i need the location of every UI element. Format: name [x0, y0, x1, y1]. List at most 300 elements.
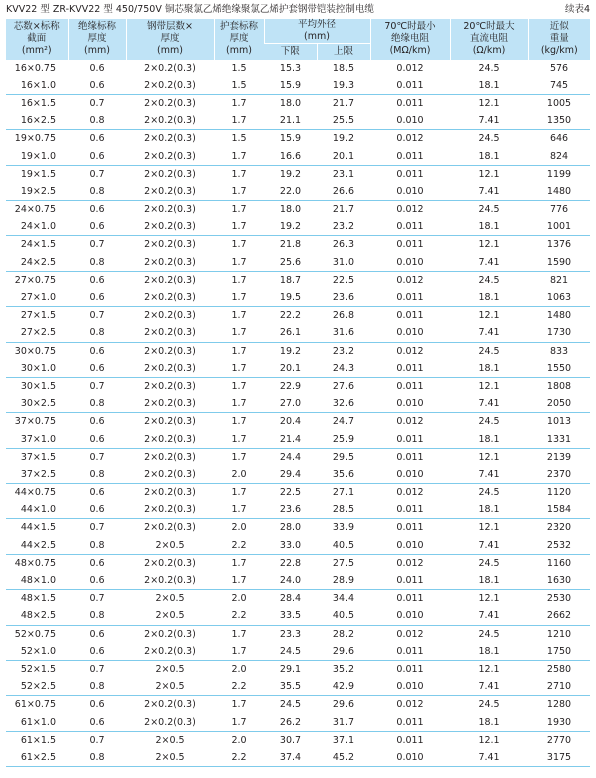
- tape-cell: 2×0.2(0.3): [126, 395, 214, 413]
- weight-cell: 2320: [546, 522, 572, 534]
- tape-cell: 2×0.2(0.3): [144, 699, 196, 711]
- insulation-resistance-cell: 0.010: [370, 324, 450, 342]
- diameter-lower-cell: 37.4: [264, 749, 317, 767]
- dc-resistance-cell: 12.1: [478, 522, 500, 534]
- weight-cell: 2710: [528, 678, 590, 696]
- weight-cell: 1730: [528, 324, 590, 342]
- diameter-lower-cell: 23.3: [279, 628, 302, 640]
- cores-cell: 24×1.0: [6, 218, 68, 236]
- dc-resistance-cell: 24.5: [478, 204, 500, 216]
- tape-cell: 2×0.2(0.3): [126, 77, 214, 95]
- weight-cell: 1280: [546, 699, 572, 711]
- insulation-resistance-cell: 0.011: [396, 734, 424, 746]
- diameter-lower-cell: 23.6: [264, 501, 317, 519]
- cores-cell: 61×0.75: [14, 699, 56, 711]
- header-dc-resistance: 20℃时最大 直流电阻 (Ω/km): [450, 19, 528, 60]
- insulation-resistance-cell: 0.012: [396, 487, 424, 499]
- diameter-upper-cell: 42.9: [317, 678, 370, 696]
- table-row: [6, 625, 590, 643]
- table-row: [6, 448, 590, 466]
- diameter-lower-cell: 24.0: [264, 572, 317, 590]
- weight-cell: 1063: [528, 289, 590, 307]
- insulation-resistance-cell: 0.011: [370, 77, 450, 95]
- dc-resistance-cell: 24.5: [478, 487, 500, 499]
- diameter-lower-cell: 22.0: [264, 183, 317, 201]
- weight-cell: 1120: [546, 487, 572, 499]
- diameter-upper-cell: 23.1: [332, 168, 355, 180]
- diameter-upper-cell: 21.7: [332, 204, 355, 216]
- tape-cell: 2×0.2(0.3): [144, 274, 196, 286]
- header-insulation-thickness: 绝缘标称 厚度 (mm): [68, 19, 126, 60]
- diameter-lower-cell: 21.1: [264, 112, 317, 130]
- diameter-lower-cell: 19.2: [279, 168, 302, 180]
- tape-cell: 2×0.5: [155, 663, 185, 675]
- tape-cell: 2×0.2(0.3): [144, 557, 196, 569]
- tape-cell: 2×0.2(0.3): [144, 62, 196, 74]
- insulation-resistance-cell: 0.010: [370, 112, 450, 130]
- diameter-upper-cell: 23.2: [332, 345, 355, 357]
- diameter-upper-cell: 23.2: [317, 218, 370, 236]
- diameter-lower-cell: 29.1: [279, 663, 302, 675]
- sheath-cell: 1.7: [231, 168, 247, 180]
- weight-cell: 2050: [528, 395, 590, 413]
- cores-cell: 37×1.5: [20, 451, 56, 463]
- table-row: [6, 183, 590, 201]
- header-cores-section: 芯数×标称 截面 (mm²): [6, 19, 68, 60]
- tape-cell: 2×0.2(0.3): [126, 713, 214, 731]
- tape-cell: 2×0.2(0.3): [144, 451, 196, 463]
- sheath-cell: 1.7: [231, 274, 247, 286]
- sheath-cell: 1.7: [214, 360, 264, 378]
- weight-cell: 833: [549, 345, 569, 357]
- insulation-resistance-cell: 0.011: [396, 522, 424, 534]
- table-row: [6, 590, 590, 608]
- cores-cell: 44×1.0: [6, 501, 68, 519]
- diameter-upper-cell: 25.5: [317, 112, 370, 130]
- table-row: [6, 660, 590, 678]
- sheath-cell: 2.2: [214, 537, 264, 555]
- insulation-cell: 0.6: [68, 218, 126, 236]
- dc-resistance-cell: 12.1: [478, 97, 500, 109]
- insulation-cell: 0.7: [89, 239, 105, 251]
- insulation-cell: 0.7: [89, 663, 105, 675]
- sheath-cell: 1.7: [231, 97, 247, 109]
- insulation-cell: 0.6: [89, 416, 105, 428]
- sheath-cell: 1.7: [214, 112, 264, 130]
- weight-cell: 745: [528, 77, 590, 95]
- table-row: [6, 77, 590, 95]
- tape-cell: 2×0.2(0.3): [126, 360, 214, 378]
- insulation-resistance-cell: 0.011: [396, 168, 424, 180]
- insulation-cell: 0.8: [68, 254, 126, 272]
- dc-resistance-cell: 12.1: [478, 663, 500, 675]
- diameter-lower-cell: 18.0: [279, 97, 302, 109]
- sheath-cell: 2.2: [214, 678, 264, 696]
- diameter-upper-cell: 23.6: [317, 289, 370, 307]
- table-row: [6, 165, 590, 183]
- insulation-resistance-cell: 0.011: [396, 97, 424, 109]
- cores-cell: 52×1.5: [20, 663, 56, 675]
- insulation-resistance-cell: 0.011: [370, 713, 450, 731]
- insulation-cell: 0.7: [89, 522, 105, 534]
- diameter-upper-cell: 27.1: [332, 487, 355, 499]
- diameter-lower-cell: 15.9: [264, 77, 317, 95]
- dc-resistance-cell: 24.5: [478, 557, 500, 569]
- tape-cell: 2×0.5: [126, 678, 214, 696]
- table-row: [6, 749, 590, 767]
- dc-resistance-cell: 18.1: [450, 289, 528, 307]
- diameter-lower-cell: 22.8: [279, 557, 302, 569]
- tape-cell: 2×0.2(0.3): [144, 97, 196, 109]
- tape-cell: 2×0.2(0.3): [126, 643, 214, 661]
- diameter-upper-cell: 27.5: [332, 557, 355, 569]
- cores-cell: 19×1.0: [6, 147, 68, 165]
- insulation-resistance-cell: 0.012: [396, 62, 424, 74]
- diameter-upper-cell: 34.4: [332, 593, 355, 605]
- dc-resistance-cell: 24.5: [478, 133, 500, 145]
- tape-cell: 2×0.2(0.3): [144, 168, 196, 180]
- dc-resistance-cell: 24.5: [478, 416, 500, 428]
- diameter-upper-cell: 25.9: [317, 430, 370, 448]
- insulation-cell: 0.6: [89, 274, 105, 286]
- cores-cell: 61×2.5: [6, 749, 68, 767]
- cores-cell: 52×0.75: [14, 628, 56, 640]
- cores-cell: 48×2.5: [6, 607, 68, 625]
- dc-resistance-cell: 7.41: [450, 254, 528, 272]
- cores-cell: 30×0.75: [14, 345, 56, 357]
- table-row: [6, 360, 590, 378]
- tape-cell: 2×0.2(0.3): [126, 466, 214, 484]
- dc-resistance-cell: 18.1: [450, 77, 528, 95]
- sheath-cell: 2.0: [231, 593, 247, 605]
- header-steel-tape: 钢带层数× 厚度 (mm): [126, 19, 214, 60]
- insulation-cell: 0.6: [68, 360, 126, 378]
- weight-cell: 824: [528, 147, 590, 165]
- insulation-cell: 0.8: [68, 183, 126, 201]
- insulation-cell: 0.6: [68, 643, 126, 661]
- weight-cell: 2370: [528, 466, 590, 484]
- sheath-cell: 1.7: [231, 416, 247, 428]
- diameter-lower-cell: 21.8: [279, 239, 302, 251]
- insulation-resistance-cell: 0.011: [370, 289, 450, 307]
- diameter-upper-cell: 22.5: [332, 274, 355, 286]
- dc-resistance-cell: 18.1: [450, 501, 528, 519]
- insulation-resistance-cell: 0.010: [370, 466, 450, 484]
- weight-cell: 3175: [528, 749, 590, 767]
- diameter-upper-cell: 28.2: [332, 628, 355, 640]
- diameter-upper-cell: 35.2: [332, 663, 355, 675]
- insulation-cell: 0.8: [68, 324, 126, 342]
- sheath-cell: 1.7: [214, 324, 264, 342]
- diameter-lower-cell: 15.3: [279, 62, 302, 74]
- dc-resistance-cell: 18.1: [450, 572, 528, 590]
- dc-resistance-cell: 24.5: [478, 274, 500, 286]
- diameter-upper-cell: 29.6: [332, 699, 355, 711]
- insulation-resistance-cell: 0.012: [396, 345, 424, 357]
- diameter-lower-cell: 22.5: [279, 487, 302, 499]
- insulation-cell: 0.6: [89, 487, 105, 499]
- insulation-cell: 0.7: [89, 451, 105, 463]
- weight-cell: 1590: [528, 254, 590, 272]
- insulation-cell: 0.8: [68, 607, 126, 625]
- weight-cell: 1480: [546, 310, 572, 322]
- cores-cell: 24×1.5: [20, 239, 56, 251]
- diameter-lower-cell: 18.0: [279, 204, 302, 216]
- sheath-cell: 1.7: [231, 487, 247, 499]
- tape-cell: 2×0.2(0.3): [144, 522, 196, 534]
- dc-resistance-cell: 7.41: [450, 395, 528, 413]
- insulation-resistance-cell: 0.012: [396, 416, 424, 428]
- insulation-cell: 0.6: [89, 628, 105, 640]
- table-row: [6, 324, 590, 342]
- diameter-upper-cell: 31.7: [317, 713, 370, 731]
- cores-cell: 44×1.5: [20, 522, 56, 534]
- cable-spec-table: [6, 19, 590, 767]
- table-row: [6, 554, 590, 572]
- diameter-upper-cell: 19.3: [317, 77, 370, 95]
- weight-cell: 1350: [528, 112, 590, 130]
- table-row: [6, 519, 590, 537]
- cores-cell: 52×1.0: [6, 643, 68, 661]
- diameter-upper-cell: 45.2: [317, 749, 370, 767]
- diameter-upper-cell: 19.2: [332, 133, 355, 145]
- insulation-cell: 0.6: [89, 557, 105, 569]
- sheath-cell: 1.7: [231, 557, 247, 569]
- diameter-upper-cell: 32.6: [317, 395, 370, 413]
- insulation-resistance-cell: 0.010: [370, 395, 450, 413]
- diameter-lower-cell: 27.0: [264, 395, 317, 413]
- dc-resistance-cell: 7.41: [450, 112, 528, 130]
- cores-cell: 24×0.75: [14, 204, 56, 216]
- header-outer-diameter: 平均外径 (mm): [264, 19, 370, 44]
- diameter-upper-cell: 27.6: [332, 380, 355, 392]
- sheath-cell: 1.7: [231, 699, 247, 711]
- insulation-cell: 0.7: [89, 380, 105, 392]
- sheath-cell: 1.7: [231, 628, 247, 640]
- insulation-resistance-cell: 0.011: [370, 430, 450, 448]
- diameter-lower-cell: 22.2: [279, 310, 302, 322]
- weight-cell: 2580: [546, 663, 572, 675]
- diameter-upper-cell: 29.6: [317, 643, 370, 661]
- insulation-resistance-cell: 0.011: [396, 310, 424, 322]
- sheath-cell: 1.7: [231, 204, 247, 216]
- insulation-resistance-cell: 0.011: [370, 572, 450, 590]
- title-row: [6, 3, 590, 17]
- dc-resistance-cell: 12.1: [478, 310, 500, 322]
- cores-cell: 48×1.0: [6, 572, 68, 590]
- sheath-cell: 1.7: [214, 395, 264, 413]
- dc-resistance-cell: 24.5: [478, 345, 500, 357]
- sheath-cell: 1.7: [214, 147, 264, 165]
- tape-cell: 2×0.2(0.3): [144, 239, 196, 251]
- tape-cell: 2×0.5: [155, 593, 185, 605]
- insulation-cell: 0.6: [68, 77, 126, 95]
- diameter-lower-cell: 18.7: [279, 274, 302, 286]
- insulation-resistance-cell: 0.010: [370, 254, 450, 272]
- cores-cell: 44×0.75: [14, 487, 56, 499]
- weight-cell: 776: [549, 204, 569, 216]
- cores-cell: 27×1.0: [6, 289, 68, 307]
- dc-resistance-cell: 18.1: [450, 430, 528, 448]
- tape-cell: 2×0.2(0.3): [126, 501, 214, 519]
- dc-resistance-cell: 7.41: [450, 749, 528, 767]
- sheath-cell: 2.2: [214, 607, 264, 625]
- cores-cell: 37×1.0: [6, 430, 68, 448]
- table-row: [6, 696, 590, 714]
- insulation-cell: 0.8: [68, 749, 126, 767]
- insulation-cell: 0.7: [89, 310, 105, 322]
- insulation-resistance-cell: 0.010: [370, 607, 450, 625]
- insulation-cell: 0.6: [68, 572, 126, 590]
- dc-resistance-cell: 24.5: [478, 628, 500, 640]
- diameter-lower-cell: 21.4: [264, 430, 317, 448]
- tape-cell: 2×0.5: [126, 537, 214, 555]
- cores-cell: 30×1.0: [6, 360, 68, 378]
- insulation-cell: 0.6: [89, 345, 105, 357]
- cores-cell: 48×0.75: [14, 557, 56, 569]
- diameter-lower-cell: 28.4: [279, 593, 302, 605]
- tape-cell: 2×0.2(0.3): [144, 310, 196, 322]
- diameter-lower-cell: 33.5: [264, 607, 317, 625]
- weight-cell: 1630: [528, 572, 590, 590]
- table-row: [6, 678, 590, 696]
- header-insulation-resistance: 70℃时最小 绝缘电阻 (MΩ/km): [370, 19, 450, 60]
- tape-cell: 2×0.2(0.3): [144, 345, 196, 357]
- weight-cell: 2662: [528, 607, 590, 625]
- sheath-cell: 1.5: [231, 62, 247, 74]
- diameter-lower-cell: 16.6: [264, 147, 317, 165]
- insulation-resistance-cell: 0.011: [396, 239, 424, 251]
- sheath-cell: 1.5: [231, 133, 247, 145]
- insulation-resistance-cell: 0.010: [370, 183, 450, 201]
- insulation-resistance-cell: 0.012: [396, 204, 424, 216]
- weight-cell: 1199: [546, 168, 572, 180]
- table-row: [6, 430, 590, 448]
- cores-cell: 27×1.5: [20, 310, 56, 322]
- cores-cell: 16×1.0: [6, 77, 68, 95]
- table-row: [6, 413, 590, 431]
- weight-cell: 1930: [528, 713, 590, 731]
- insulation-resistance-cell: 0.012: [396, 274, 424, 286]
- diameter-lower-cell: 20.1: [264, 360, 317, 378]
- diameter-lower-cell: 24.4: [279, 451, 302, 463]
- insulation-cell: 0.6: [68, 430, 126, 448]
- diameter-lower-cell: 19.5: [264, 289, 317, 307]
- table-row: [6, 60, 590, 77]
- tape-cell: 2×0.2(0.3): [144, 380, 196, 392]
- insulation-resistance-cell: 0.011: [370, 501, 450, 519]
- sheath-cell: 2.0: [231, 663, 247, 675]
- weight-cell: 1584: [528, 501, 590, 519]
- weight-cell: 1001: [528, 218, 590, 236]
- tape-cell: 2×0.2(0.3): [126, 147, 214, 165]
- dc-resistance-cell: 7.41: [450, 324, 528, 342]
- table-row: [6, 94, 590, 112]
- table-row: [6, 713, 590, 731]
- cores-cell: 37×0.75: [14, 416, 56, 428]
- dc-resistance-cell: 7.41: [450, 678, 528, 696]
- table-row: [6, 643, 590, 661]
- weight-cell: 1160: [546, 557, 572, 569]
- weight-cell: 2530: [546, 593, 572, 605]
- diameter-lower-cell: 26.2: [264, 713, 317, 731]
- diameter-upper-cell: 24.7: [332, 416, 355, 428]
- table-row: [6, 112, 590, 130]
- tape-cell: 2×0.2(0.3): [144, 416, 196, 428]
- dc-resistance-cell: 12.1: [478, 734, 500, 746]
- tape-cell: 2×0.2(0.3): [126, 218, 214, 236]
- diameter-upper-cell: 28.9: [317, 572, 370, 590]
- insulation-resistance-cell: 0.010: [370, 537, 450, 555]
- tape-cell: 2×0.2(0.3): [126, 183, 214, 201]
- table-row: [6, 218, 590, 236]
- dc-resistance-cell: 18.1: [450, 713, 528, 731]
- dc-resistance-cell: 12.1: [478, 239, 500, 251]
- diameter-upper-cell: 33.9: [332, 522, 355, 534]
- dc-resistance-cell: 18.1: [450, 218, 528, 236]
- header-diameter-lower: 下限: [264, 44, 317, 60]
- cores-cell: 16×2.5: [6, 112, 68, 130]
- dc-resistance-cell: 7.41: [450, 607, 528, 625]
- table-row: [6, 466, 590, 484]
- sheath-cell: 1.5: [214, 77, 264, 95]
- table-row: [6, 342, 590, 360]
- weight-cell: 821: [549, 274, 569, 286]
- diameter-upper-cell: 35.6: [317, 466, 370, 484]
- insulation-cell: 0.8: [68, 112, 126, 130]
- weight-cell: 1331: [528, 430, 590, 448]
- weight-cell: 576: [549, 62, 569, 74]
- weight-cell: 1005: [546, 97, 572, 109]
- tape-cell: 2×0.2(0.3): [144, 133, 196, 145]
- table-row: [6, 484, 590, 502]
- diameter-lower-cell: 28.0: [279, 522, 302, 534]
- tape-cell: 2×0.2(0.3): [126, 572, 214, 590]
- table-row: [6, 501, 590, 519]
- dc-resistance-cell: 12.1: [478, 593, 500, 605]
- weight-cell: 1808: [546, 380, 572, 392]
- insulation-cell: 0.6: [89, 62, 105, 74]
- weight-cell: 1210: [546, 628, 572, 640]
- weight-cell: 646: [549, 133, 569, 145]
- diameter-lower-cell: 33.0: [264, 537, 317, 555]
- sheath-cell: 1.7: [231, 239, 247, 251]
- dc-resistance-cell: 7.41: [450, 537, 528, 555]
- insulation-resistance-cell: 0.011: [396, 593, 424, 605]
- insulation-cell: 0.8: [68, 466, 126, 484]
- header-sheath-thickness: 护套标称 厚度 (mm): [214, 19, 264, 60]
- diameter-upper-cell: 31.6: [317, 324, 370, 342]
- tape-cell: 2×0.2(0.3): [126, 289, 214, 307]
- diameter-upper-cell: 40.5: [317, 607, 370, 625]
- cores-cell: 19×1.5: [20, 168, 56, 180]
- insulation-resistance-cell: 0.011: [370, 218, 450, 236]
- diameter-upper-cell: 24.3: [317, 360, 370, 378]
- cores-cell: 37×2.5: [6, 466, 68, 484]
- weight-cell: 1376: [546, 239, 572, 251]
- weight-cell: 1480: [528, 183, 590, 201]
- sheath-cell: 1.7: [231, 345, 247, 357]
- diameter-lower-cell: 30.7: [279, 734, 302, 746]
- dc-resistance-cell: 12.1: [478, 451, 500, 463]
- weight-cell: 1013: [546, 416, 572, 428]
- insulation-cell: 0.6: [68, 147, 126, 165]
- diameter-lower-cell: 25.6: [264, 254, 317, 272]
- table-row: [6, 537, 590, 555]
- insulation-resistance-cell: 0.012: [396, 133, 424, 145]
- insulation-cell: 0.6: [68, 713, 126, 731]
- cores-cell: 19×0.75: [14, 133, 56, 145]
